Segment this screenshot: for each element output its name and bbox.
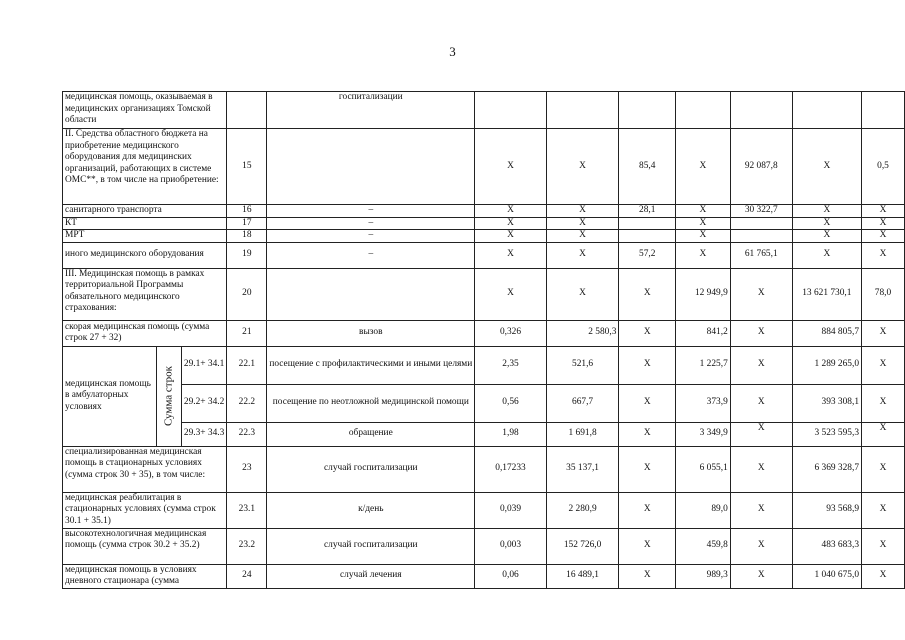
cell-value: X xyxy=(546,217,619,230)
cell-value: 92 087,8 xyxy=(730,129,792,205)
cell-value: X xyxy=(862,384,905,422)
row-name: специализированная медицинская помощь в стационарных условиях (сумма строк 30 + 35), в том числе: xyxy=(63,446,227,492)
cell-value: X xyxy=(792,230,861,243)
cell-value xyxy=(862,92,905,129)
cell-value: X xyxy=(730,384,792,422)
cell-value: X xyxy=(862,528,905,564)
cell-value: X xyxy=(792,217,861,230)
cell-value: 667,7 xyxy=(546,384,619,422)
row-line-number: 16 xyxy=(227,205,267,218)
cell-value: 85,4 xyxy=(619,129,676,205)
row-name: медицинская помощь в условиях дневного стационара (сумма xyxy=(63,564,227,588)
cell-value: 0,039 xyxy=(475,492,546,528)
cell-value: 884 805,7 xyxy=(792,320,861,346)
sum-ref: 29.2+ 34.2 xyxy=(181,384,226,422)
cell-value: 483 683,3 xyxy=(792,528,861,564)
sum-ref: 29.1+ 34.1 xyxy=(181,346,226,384)
row-unit: случай лечения xyxy=(267,564,475,588)
row-unit: случай госпитализации xyxy=(267,528,475,564)
cell-value: X xyxy=(862,492,905,528)
cell-value: X xyxy=(676,242,731,268)
row-unit: к/день xyxy=(267,492,475,528)
cell-value: 3 523 595,3 xyxy=(792,422,861,446)
cell-value: X xyxy=(862,446,905,492)
row-line-number: 22.2 xyxy=(227,384,267,422)
cell-value: 6 055,1 xyxy=(676,446,731,492)
cell-value: X xyxy=(619,446,676,492)
row-unit: посещение по неотложной медицинской помощи xyxy=(267,384,475,422)
row-name: санитарного транспорта xyxy=(63,205,227,218)
table-row xyxy=(63,528,905,564)
table-row xyxy=(63,230,905,243)
ambulatory-name: медицинская помощь в амбулаторных условиях xyxy=(63,346,157,446)
cell-value: 0,326 xyxy=(475,320,546,346)
cell-value: X xyxy=(619,492,676,528)
cell-value: 1 289 265,0 xyxy=(792,346,861,384)
cell-value xyxy=(619,217,676,230)
table-row xyxy=(63,346,905,384)
table-row xyxy=(63,129,905,205)
row-name: медицинская помощь, оказываемая в медицинских организациях Томской области xyxy=(63,92,227,129)
row-name: II. Средства областного бюджета на приобретение медицинского оборудования для медицинских организаций, работающих в системе ОМС**, в том числе на приобретение: xyxy=(63,129,227,205)
cell-value: X xyxy=(730,346,792,384)
row-name: скорая медицинская помощь (сумма строк 27 + 32) xyxy=(63,320,227,346)
cell-value: X xyxy=(619,320,676,346)
cell-value: 989,3 xyxy=(676,564,731,588)
cell-value: X xyxy=(862,320,905,346)
cell-value: X xyxy=(676,205,731,218)
cell-value: 152 726,0 xyxy=(546,528,619,564)
cell-value: 0,5 xyxy=(862,129,905,205)
row-unit: посещение с профилактическими и иными целями xyxy=(267,346,475,384)
cell-value: 61 765,1 xyxy=(730,242,792,268)
page-number: 3 xyxy=(449,44,456,59)
cell-value: X xyxy=(730,446,792,492)
cell-value: X xyxy=(792,129,861,205)
sum-label: Сумма строк xyxy=(162,365,175,427)
row-unit: – xyxy=(267,242,475,268)
row-unit: госпитализации xyxy=(267,92,475,129)
cell-value: 841,2 xyxy=(676,320,731,346)
cell-value: X xyxy=(619,422,676,446)
row-unit: – xyxy=(267,205,475,218)
cell-value: X xyxy=(475,242,546,268)
cell-value: X xyxy=(862,230,905,243)
cell-value: 393 308,1 xyxy=(792,384,861,422)
cell-value: 1 225,7 xyxy=(676,346,731,384)
row-line-number: 24 xyxy=(227,564,267,588)
cell-value: 1,98 xyxy=(475,422,546,446)
row-name: иного медицинского оборудования xyxy=(63,242,227,268)
cell-value: 1 691,8 xyxy=(546,422,619,446)
row-name: МРТ xyxy=(63,230,227,243)
cell-value xyxy=(730,217,792,230)
table-row xyxy=(63,422,905,446)
cell-value: 30 322,7 xyxy=(730,205,792,218)
cell-value: 0,56 xyxy=(475,384,546,422)
cell-value: 0,17233 xyxy=(475,446,546,492)
cell-value: X xyxy=(730,320,792,346)
cell-value: X xyxy=(619,268,676,320)
financing-table xyxy=(62,91,905,589)
cell-value: 12 949,9 xyxy=(676,268,731,320)
table-row xyxy=(63,242,905,268)
table-row xyxy=(63,268,905,320)
cell-value: 2 280,9 xyxy=(546,492,619,528)
cell-value: 16 489,1 xyxy=(546,564,619,588)
cell-value xyxy=(792,92,861,129)
row-unit: – xyxy=(267,217,475,230)
cell-value: X xyxy=(676,217,731,230)
row-name: медицинская реабилитация в стационарных условиях (сумма строк 30.1 + 35.1) xyxy=(63,492,227,528)
cell-value: 3 349,9 xyxy=(676,422,731,446)
cell-value: 0,003 xyxy=(475,528,546,564)
cell-value: X xyxy=(546,268,619,320)
row-line-number: 17 xyxy=(227,217,267,230)
row-name: высокотехнологичная медицинская помощь (сумма строк 30.2 + 35.2) xyxy=(63,528,227,564)
sum-label-vertical xyxy=(156,346,181,446)
cell-value: X xyxy=(619,564,676,588)
row-unit xyxy=(267,268,475,320)
cell-value: X xyxy=(862,422,905,446)
cell-value: 521,6 xyxy=(546,346,619,384)
cell-value: 89,0 xyxy=(676,492,731,528)
row-line-number xyxy=(227,92,267,129)
row-line-number: 22.3 xyxy=(227,422,267,446)
row-name: III. Медицинская помощь в рамках территориальной Программы обязательного медицинского страхования: xyxy=(63,268,227,320)
cell-value: 13 621 730,1 xyxy=(792,268,861,320)
cell-value: X xyxy=(619,528,676,564)
cell-value: 2 580,3 xyxy=(546,320,619,346)
cell-value: 459,8 xyxy=(676,528,731,564)
cell-value: 2,35 xyxy=(475,346,546,384)
cell-value: 57,2 xyxy=(619,242,676,268)
cell-value: X xyxy=(619,384,676,422)
sum-ref: 29.3+ 34.3 xyxy=(181,422,226,446)
row-name: КТ xyxy=(63,217,227,230)
row-unit xyxy=(267,129,475,205)
cell-value: X xyxy=(546,242,619,268)
cell-value: X xyxy=(676,230,731,243)
cell-value: 28,1 xyxy=(619,205,676,218)
row-unit: – xyxy=(267,230,475,243)
cell-value xyxy=(546,92,619,129)
table-row xyxy=(63,205,905,218)
cell-value: X xyxy=(546,205,619,218)
row-line-number: 15 xyxy=(227,129,267,205)
row-line-number: 22.1 xyxy=(227,346,267,384)
cell-value xyxy=(730,92,792,129)
cell-value: X xyxy=(862,205,905,218)
cell-value xyxy=(619,92,676,129)
table-row xyxy=(63,446,905,492)
cell-value: X xyxy=(792,205,861,218)
row-line-number: 23.2 xyxy=(227,528,267,564)
cell-value: 93 568,9 xyxy=(792,492,861,528)
table-row xyxy=(63,384,905,422)
table-row xyxy=(63,92,905,129)
cell-value: X xyxy=(862,564,905,588)
cell-value: X xyxy=(475,217,546,230)
cell-value: X xyxy=(730,492,792,528)
cell-value: X xyxy=(730,528,792,564)
cell-value: 0,06 xyxy=(475,564,546,588)
cell-value xyxy=(619,230,676,243)
table-row xyxy=(63,564,905,588)
cell-value xyxy=(475,92,546,129)
row-unit: вызов xyxy=(267,320,475,346)
row-line-number: 18 xyxy=(227,230,267,243)
table-row xyxy=(63,217,905,230)
cell-value: X xyxy=(730,268,792,320)
cell-value: 6 369 328,7 xyxy=(792,446,861,492)
row-line-number: 21 xyxy=(227,320,267,346)
cell-value: X xyxy=(792,242,861,268)
cell-value: X xyxy=(546,129,619,205)
cell-value: X xyxy=(619,346,676,384)
cell-value: X xyxy=(475,129,546,205)
row-line-number: 19 xyxy=(227,242,267,268)
cell-value: 1 040 675,0 xyxy=(792,564,861,588)
cell-value: 35 137,1 xyxy=(546,446,619,492)
row-line-number: 20 xyxy=(227,268,267,320)
cell-value xyxy=(676,92,731,129)
row-unit: случай госпитализации xyxy=(267,446,475,492)
cell-value: 78,0 xyxy=(862,268,905,320)
cell-value: X xyxy=(475,205,546,218)
cell-value: X xyxy=(862,346,905,384)
cell-value: X xyxy=(475,230,546,243)
cell-value: X xyxy=(730,564,792,588)
cell-value: X xyxy=(676,129,731,205)
cell-value: X xyxy=(730,422,792,446)
cell-value xyxy=(730,230,792,243)
cell-value: X xyxy=(475,268,546,320)
cell-value: X xyxy=(546,230,619,243)
cell-value: X xyxy=(862,242,905,268)
table-row xyxy=(63,492,905,528)
table-row xyxy=(63,320,905,346)
cell-value: 373,9 xyxy=(676,384,731,422)
row-unit: обращение xyxy=(267,422,475,446)
cell-value: X xyxy=(862,217,905,230)
row-line-number: 23 xyxy=(227,446,267,492)
row-line-number: 23.1 xyxy=(227,492,267,528)
